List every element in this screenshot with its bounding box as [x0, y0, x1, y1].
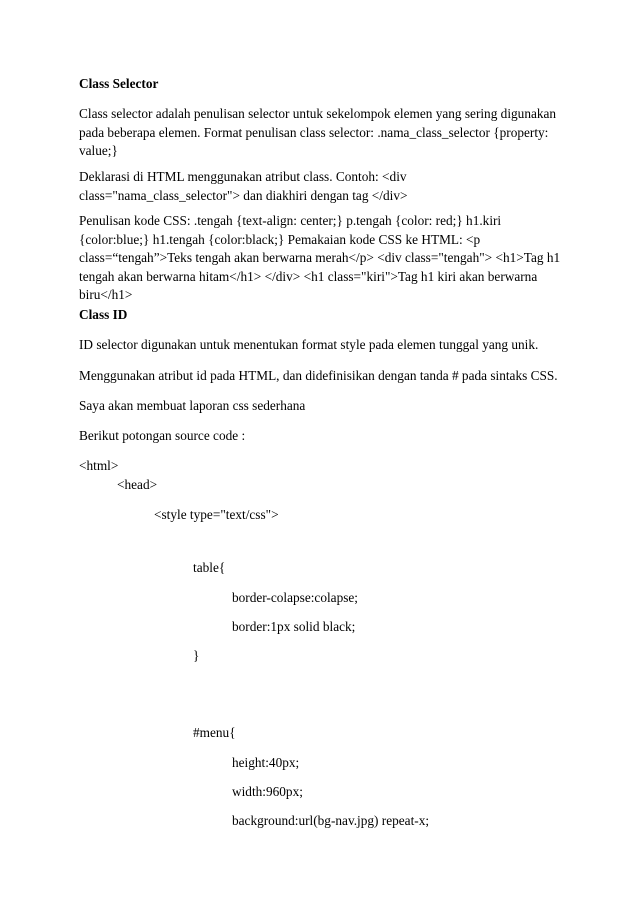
code-line-border: border:1px solid black; — [232, 619, 356, 634]
code-line-width: width:960px; — [232, 784, 303, 799]
code-line-html-open: <html> — [79, 458, 119, 473]
code-line-menu-open: #menu{ — [193, 725, 236, 740]
heading-class-selector: Class Selector — [79, 76, 159, 91]
code-line-height: height:40px; — [232, 755, 300, 770]
paragraph-css-usage-example: Penulisan kode CSS: .tengah {text-align: center;} p.tengah {color: red;} h1.kiri {color:blue;} h1.tengah {color:black;} Pemakaian kode CSS ke HTML: <p class=“tengah”>Teks tengah akan berwarna merah</p> <div class="tengah"> <h1>Tag h1 tengah akan berwarna hitam</h1> </div> <h1 class="kiri">Tag h1 kiri akan berwarna biru</h1> — [79, 213, 561, 302]
heading-class-id: Class ID — [79, 307, 128, 322]
code-line-table-open: table{ — [193, 560, 226, 575]
code-line-table-close: } — [193, 648, 200, 663]
paragraph-id-selector-definition: ID selector digunakan untuk menentukan format style pada elemen tunggal yang unik. — [79, 337, 539, 352]
paragraph-id-attribute: Menggunakan atribut id pada HTML, dan didefinisikan dengan tanda # pada sintaks CSS. — [79, 368, 558, 383]
paragraph-source-code-intro: Berikut potongan source code : — [79, 428, 246, 443]
paragraph-report-intro: Saya akan membuat laporan css sederhana — [79, 398, 306, 413]
paragraph-class-selector-definition: Class selector adalah penulisan selector untuk sekelompok elemen yang sering digunakan pada beberapa elemen. Format penulisan class selector: .nama_class_selector {property: value;} — [79, 106, 557, 158]
code-line-background: background:url(bg-nav.jpg) repeat-x; — [232, 813, 430, 828]
code-line-border-collapse: border-colapse:colapse; — [232, 590, 358, 605]
code-line-style-open: <style type="text/css"> — [154, 507, 279, 522]
paragraph-class-declaration: Deklarasi di HTML menggunakan atribut class. Contoh: <div class="nama_class_selector"> dan diakhiri dengan tag </div> — [79, 169, 408, 203]
code-line-head-open: <head> — [117, 477, 158, 492]
